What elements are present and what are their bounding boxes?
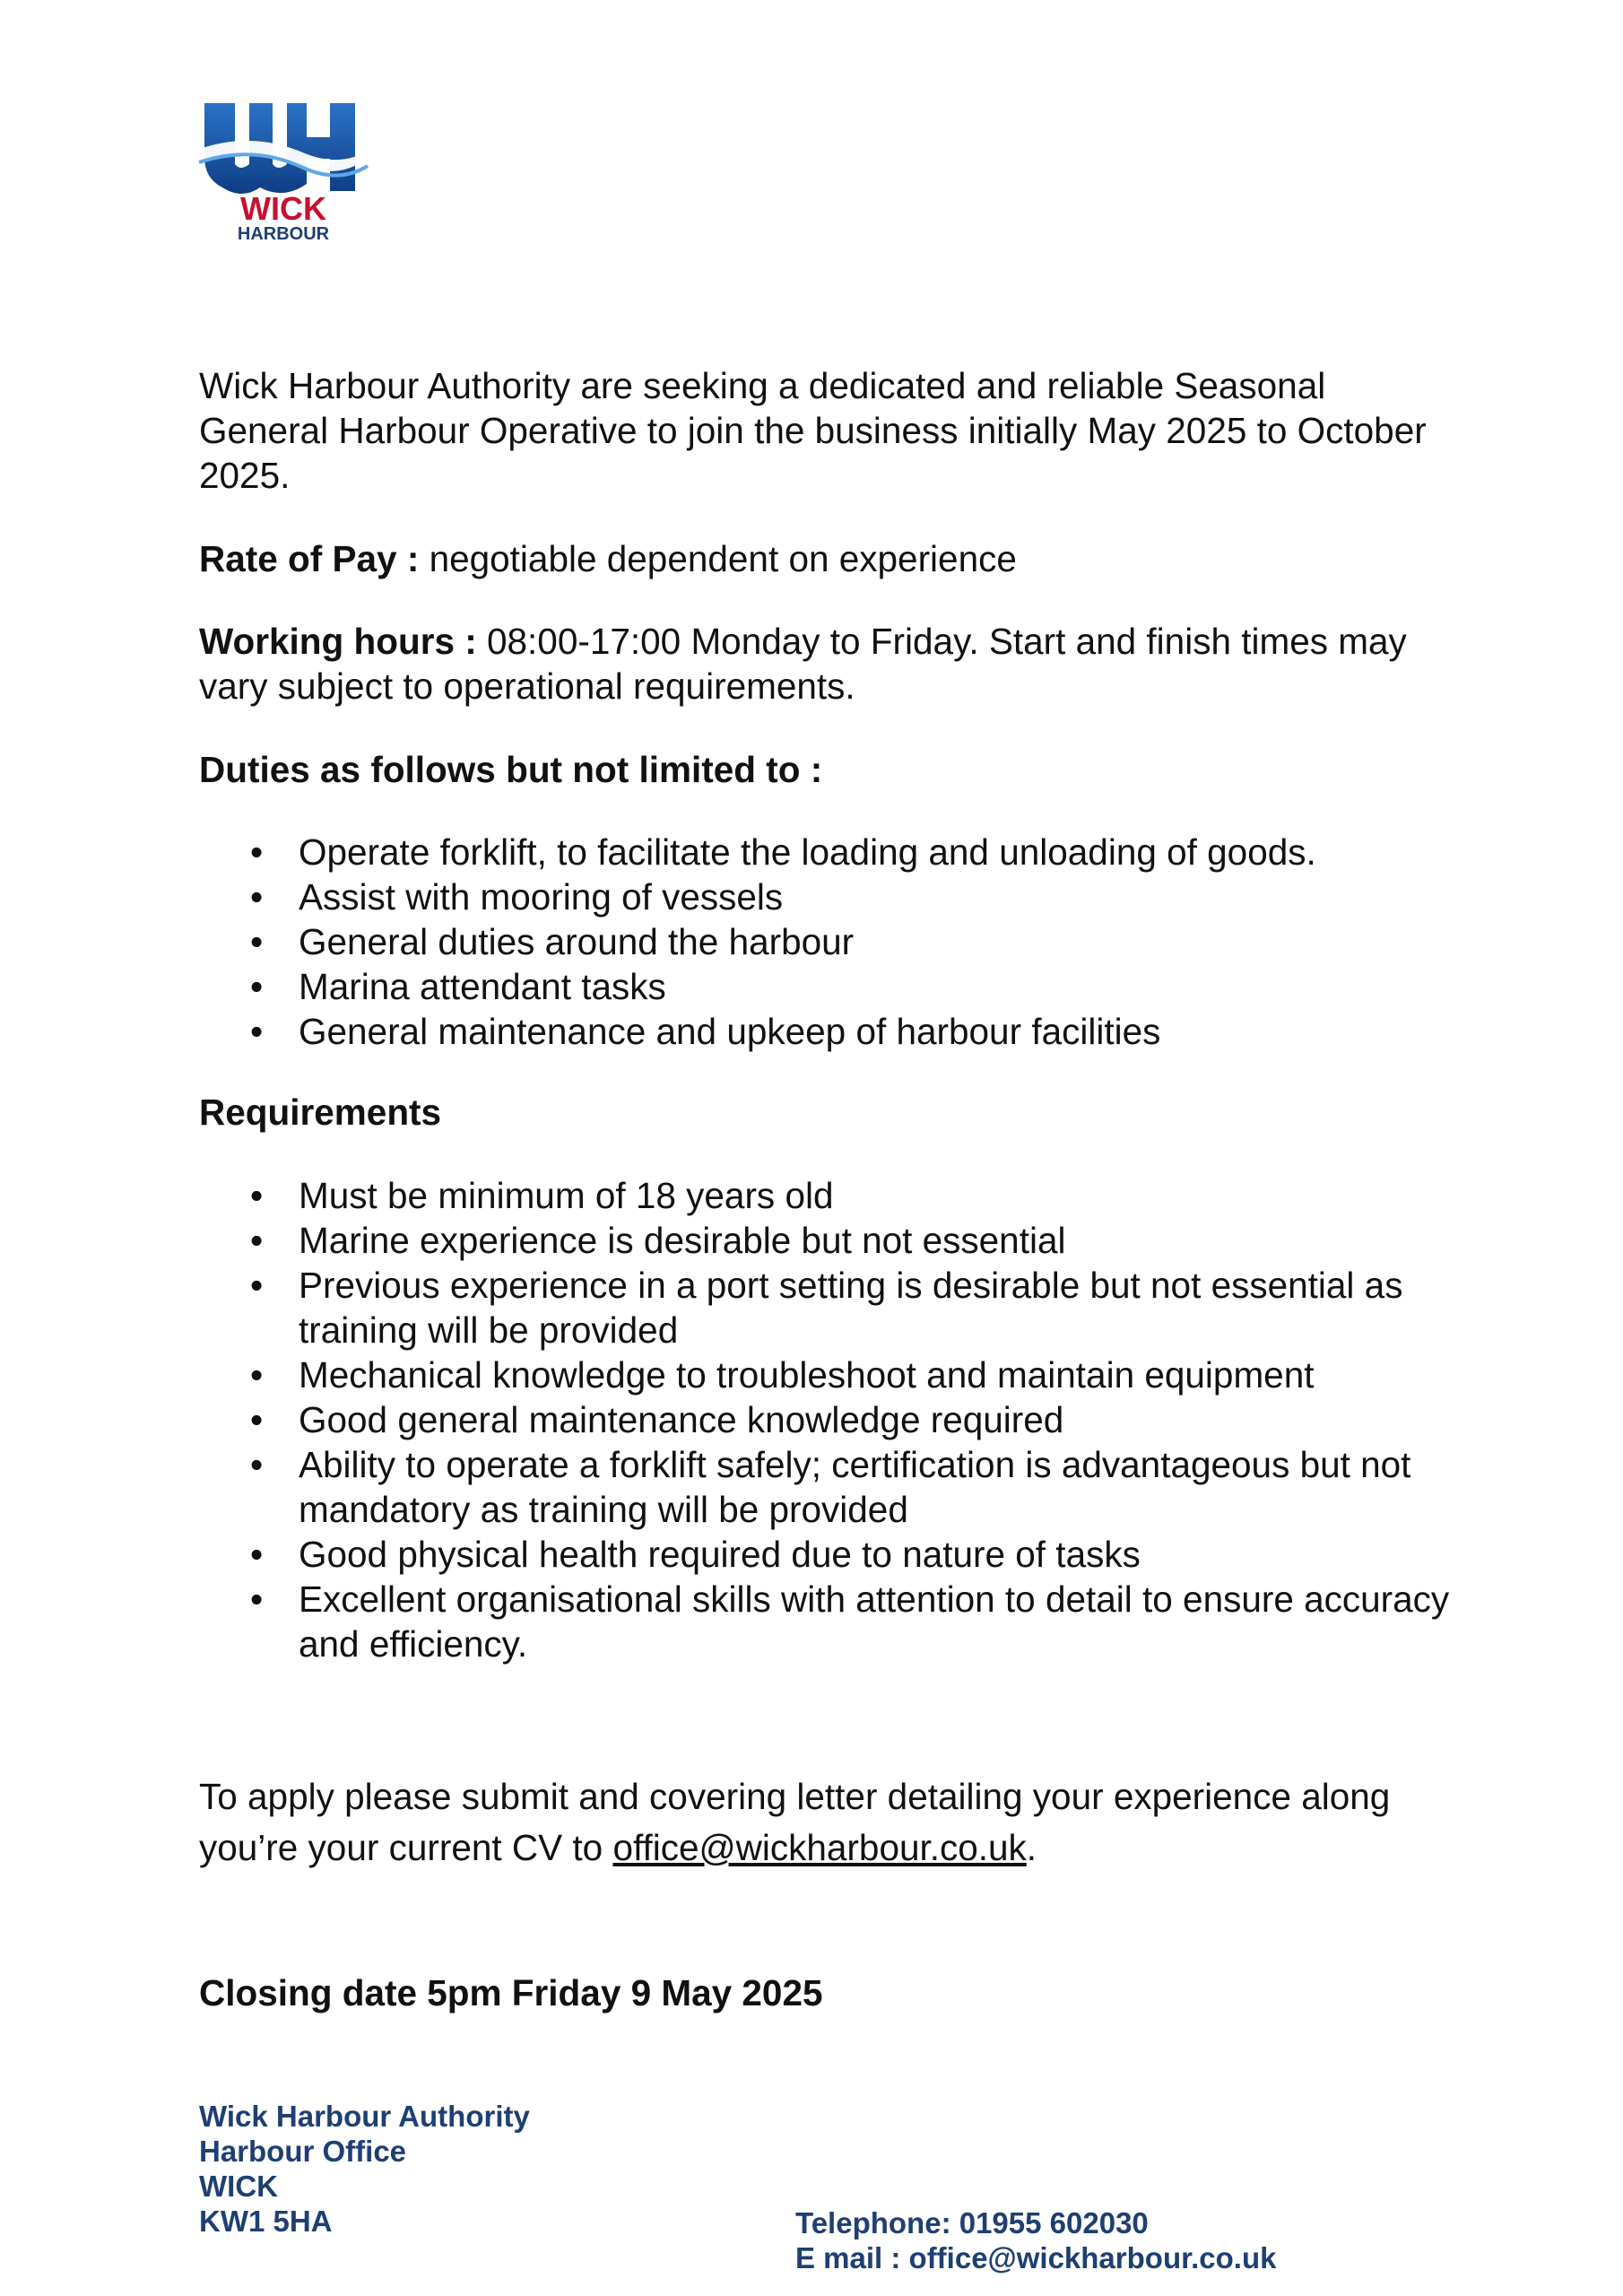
bullet-icon: • bbox=[250, 876, 264, 918]
bullet-icon: • bbox=[250, 1578, 264, 1620]
footer-town: WICK bbox=[199, 2170, 278, 2203]
rate-of-pay-value: negotiable dependent on experience bbox=[419, 538, 1017, 579]
rate-of-pay bbox=[199, 536, 1454, 581]
requirements-list bbox=[199, 1173, 1454, 1666]
duties-list bbox=[199, 830, 1454, 1054]
footer-address bbox=[199, 2099, 530, 2239]
working-hours-label: Working hours : bbox=[199, 621, 477, 662]
requirements-heading: Requirements bbox=[199, 1091, 442, 1133]
bullet-icon: • bbox=[250, 966, 264, 1007]
duties-heading: Duties as follows but not limited to : bbox=[199, 749, 823, 790]
list-item: • Must be minimum of 18 years old bbox=[250, 1175, 834, 1216]
intro-paragraph: Wick Harbour Authority are seeking a dedicated and reliable Seasonal General Harbour Operative to join the business initially May 2025 to October 2025. bbox=[199, 365, 1427, 496]
list-item: • Good general maintenance knowledge required bbox=[250, 1399, 1064, 1440]
list-item: • Operate forklift, to facilitate the loading and unloading of goods. bbox=[250, 831, 1316, 873]
bullet-icon: • bbox=[250, 1534, 264, 1575]
bullet-icon: • bbox=[250, 831, 264, 873]
working-hours-value: 08:00-17:00 Monday to Friday. Start and finish times may vary subject to operational requirements. bbox=[199, 621, 1407, 707]
bullet-icon: • bbox=[250, 1220, 264, 1261]
logo-word-wick: WICK bbox=[240, 190, 326, 227]
bullet-icon: • bbox=[250, 1265, 264, 1306]
apply-end: . bbox=[1026, 1827, 1037, 1868]
working-hours bbox=[199, 619, 1454, 709]
list-item: • Previous experience in a port setting is desirable but not essential as training will be provided bbox=[250, 1265, 1403, 1351]
wick-harbour-logo bbox=[197, 94, 369, 245]
bullet-icon: • bbox=[250, 1175, 264, 1216]
apply-paragraph bbox=[199, 1771, 1454, 1874]
rate-of-pay-label: Rate of Pay : bbox=[199, 538, 420, 579]
list-item: • Excellent organisational skills with attention to detail to ensure accuracy and efficiency. bbox=[250, 1578, 1450, 1665]
apply-email-link[interactable]: office@wickharbour.co.uk bbox=[612, 1827, 1027, 1868]
footer-contact bbox=[795, 2205, 1276, 2275]
bullet-icon: • bbox=[250, 921, 264, 962]
footer-office: Harbour Office bbox=[199, 2135, 407, 2168]
bullet-icon: • bbox=[250, 1354, 264, 1396]
footer-email: E mail : office@wickharbour.co.uk bbox=[795, 2241, 1277, 2274]
list-item: • Mechanical knowledge to troubleshoot and maintain equipment bbox=[250, 1354, 1315, 1396]
footer-telephone: Telephone: 01955 602030 bbox=[795, 2206, 1149, 2239]
list-item: • General duties around the harbour bbox=[250, 921, 855, 962]
list-item: • General maintenance and upkeep of harbour facilities bbox=[250, 1011, 1161, 1052]
bullet-icon: • bbox=[250, 1399, 264, 1440]
bullet-icon: • bbox=[250, 1011, 264, 1052]
list-item: • Ability to operate a forklift safely; certification is advantageous but not mandatory as training will be provided bbox=[250, 1444, 1411, 1530]
list-item: • Marina attendant tasks bbox=[250, 966, 666, 1007]
closing-date: Closing date 5pm Friday 9 May 2025 bbox=[199, 1972, 823, 2013]
wick-harbour-logo-graphic bbox=[197, 94, 369, 245]
footer-postcode: KW1 5HA bbox=[199, 2205, 333, 2238]
logo-word-harbour: HARBOUR bbox=[237, 224, 330, 244]
footer-authority-name: Wick Harbour Authority bbox=[199, 2100, 530, 2133]
bullet-icon: • bbox=[250, 1444, 264, 1485]
apply-text: To apply please submit and covering letter detailing your experience along you’re your current CV to bbox=[199, 1776, 1391, 1868]
list-item: • Assist with mooring of vessels bbox=[250, 876, 784, 918]
list-item: • Marine experience is desirable but not essential bbox=[250, 1220, 1066, 1261]
list-item: • Good physical health required due to nature of tasks bbox=[250, 1534, 1141, 1575]
